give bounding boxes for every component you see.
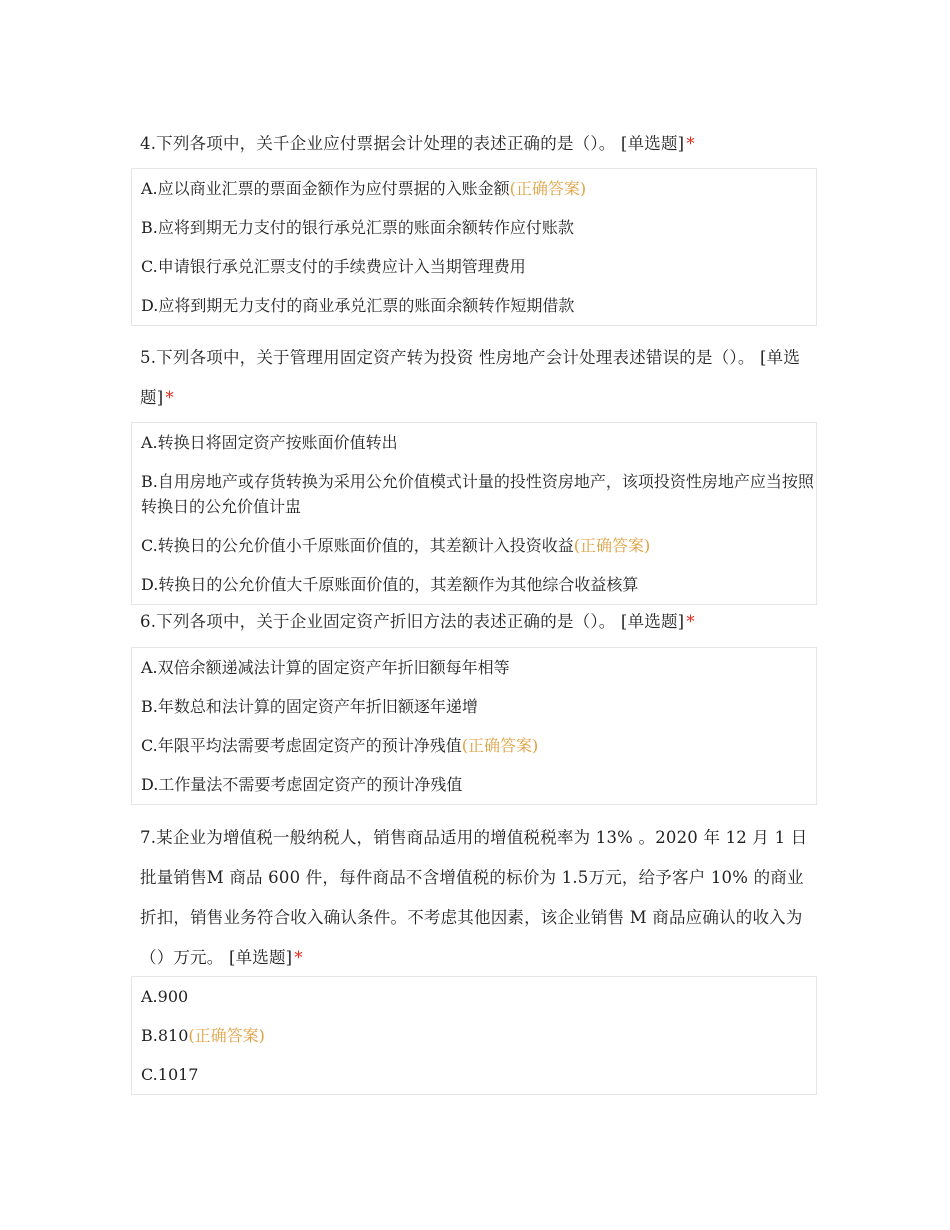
option-a[interactable]	[141, 423, 816, 462]
option-text: D.工作量法不需要考虑固定资产的预计净残值	[141, 775, 463, 794]
required-asterisk: *	[686, 134, 695, 153]
option-text: A.双倍余额递减法计算的固定资产年折旧额每年相等	[141, 658, 510, 677]
option-c[interactable]	[141, 1055, 816, 1094]
option-text: C.转换日的公允价值小千原账面价值的，其差额计入投资收益	[141, 536, 574, 555]
question-text: 6.下列各项中，关于企业固定资产折旧方法的表述正确的是（）。 [单选题]	[140, 612, 685, 631]
option-text: B.年数总和法计算的固定资产年折旧额逐年递增	[141, 697, 478, 716]
option-d[interactable]	[141, 765, 816, 804]
question-text: 5.下列各项中，关于管理用固定资产转为投资 性房地产会计处理表述错误的是（）。 [单选题]	[140, 348, 801, 407]
option-d[interactable]	[141, 286, 816, 325]
question-text: 4.下列各项中，关千企业应付票据会计处理的表述正确的是（）。 [单选题]	[140, 134, 685, 153]
question-6-options	[131, 647, 817, 805]
question-7-stem	[140, 818, 820, 978]
option-text: A.应以商业汇票的票面金额作为应付票据的入账金额	[141, 179, 510, 198]
question-4-options	[131, 168, 817, 326]
question-5-stem	[140, 338, 820, 418]
option-c[interactable]	[141, 726, 816, 765]
option-text: C.1017	[141, 1065, 199, 1084]
option-text: D.应将到期无力支付的商业承兑汇票的账面余额转作短期借款	[141, 296, 575, 315]
option-text: A.转换日将固定资产按账面价值转出	[141, 433, 398, 452]
option-a[interactable]	[141, 648, 816, 687]
correct-answer-tag: (正确答案)	[573, 536, 651, 555]
question-6-stem	[140, 602, 820, 642]
required-asterisk: *	[294, 948, 303, 967]
option-text: B.自用房地产或存货转换为采用公允价值模式计量的投性资房地产，该项投资性房地产应当按照转换日的公允价值计盅	[141, 472, 814, 516]
option-b[interactable]	[141, 687, 816, 726]
option-text: D.转换日的公允价值大千原账面价值的，其差额作为其他综合收益核算	[141, 575, 639, 594]
option-text: B.应将到期无力支付的银行承兑汇票的账面余额转作应付账款	[141, 218, 574, 237]
option-text: C.申请银行承兑汇票支付的手续费应计入当期管理费用	[141, 257, 526, 276]
option-text: A.900	[141, 987, 189, 1006]
option-b[interactable]	[141, 462, 816, 526]
option-text: B.810	[141, 1026, 189, 1045]
option-c[interactable]	[141, 247, 816, 286]
question-7-options	[131, 976, 817, 1095]
option-text: C.年限平均法需要考虑固定资产的预计净残值	[141, 736, 462, 755]
correct-answer-tag: (正确答案)	[188, 1026, 265, 1045]
required-asterisk: *	[686, 612, 695, 631]
option-b[interactable]	[141, 208, 816, 247]
option-a[interactable]	[141, 977, 816, 1016]
option-d[interactable]	[141, 565, 816, 604]
option-c[interactable]	[141, 526, 816, 565]
required-asterisk: *	[165, 388, 174, 407]
option-b[interactable]	[141, 1016, 816, 1055]
option-a[interactable]	[141, 169, 816, 208]
question-5-options	[131, 422, 817, 605]
question-4-stem	[140, 124, 820, 164]
question-text: 7.某企业为增值税一般纳税人，销售商品适用的增值税税率为 13% 。2020 年 12 月 1 日批量销售M 商品 600 件，每件商品不含增值税的标价为 1.5万元，给予客户 10% 的商业折扣，销售业务符合收入确认条件。不考虑其他因素，该企业销售 M 商品应确认的收入为（）万元。 [单选题]	[140, 828, 808, 967]
correct-answer-tag: (正确答案)	[461, 736, 539, 755]
correct-answer-tag: (正确答案)	[509, 179, 587, 198]
